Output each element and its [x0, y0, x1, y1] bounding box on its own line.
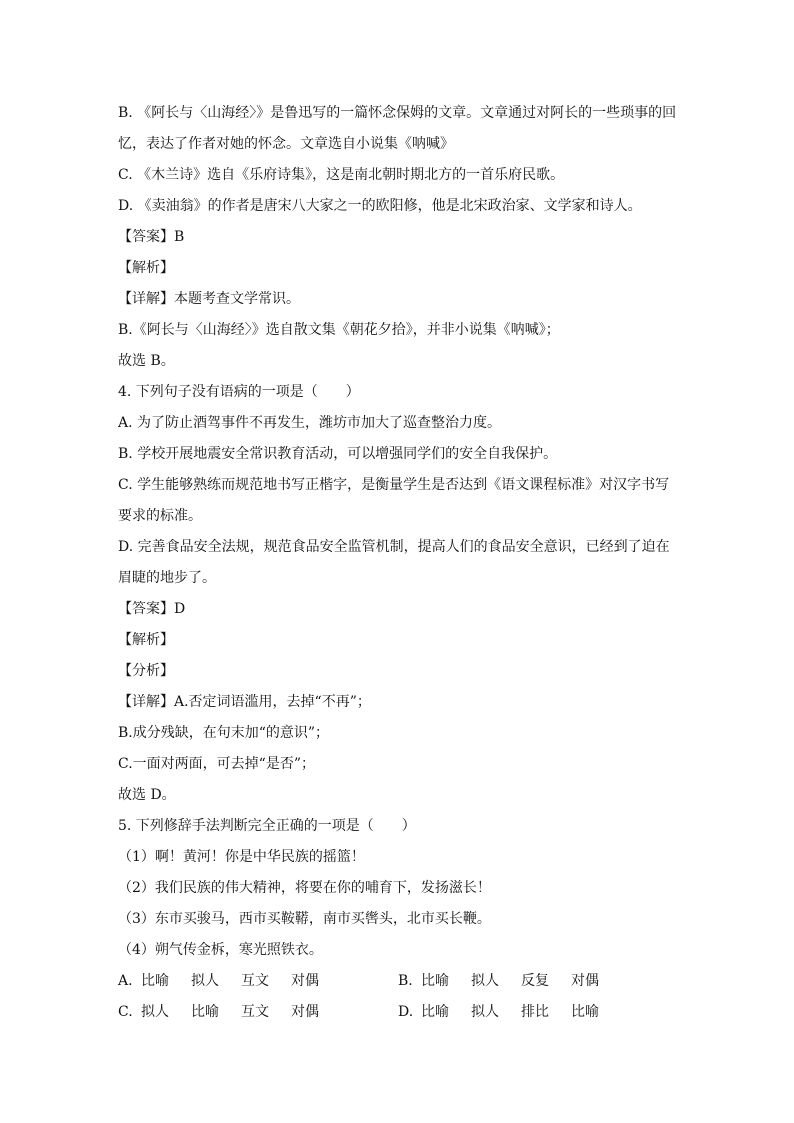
- option-term: 对偶: [291, 973, 319, 989]
- option-term: 比喻: [571, 1004, 599, 1020]
- option-term: 拟人: [471, 973, 499, 989]
- option-term: 比喻: [421, 973, 449, 989]
- q4-option-c-line2: 要求的标准。: [118, 508, 202, 524]
- q4-answer: 【答案】D: [118, 601, 186, 617]
- option-letter: C.: [118, 1004, 133, 1020]
- q4-conclusion: 故选 D。: [118, 787, 176, 803]
- q3-option-b-line1: B. 《阿长与〈山海经〉》是鲁迅写的一篇怀念保姆的文章。文章通过对阿长的一些琐事的回: [118, 105, 677, 121]
- document-page: [118, 98, 678, 1028]
- option-term: 互文: [241, 1004, 269, 1020]
- option-letter: B.: [398, 973, 413, 989]
- q5-option-a: [118, 966, 398, 997]
- q3-analysis-heading: 【解析】: [118, 260, 174, 276]
- option-term: 拟人: [191, 973, 219, 989]
- q3-option-c: C. 《木兰诗》选自《乐府诗集》，这是南北朝时期北方的一首乐府民歌。: [118, 167, 565, 183]
- q4-stem: 4. 下列句子没有语病的一项是（ ）: [118, 384, 360, 400]
- q4-option-c-line1: C. 学生能够熟练而规范地书写正楷字，是衡量学生是否达到《语文课程标准》对汉字书写: [118, 477, 670, 493]
- option-term: 比喻: [421, 1004, 449, 1020]
- option-term: 比喻: [141, 973, 169, 989]
- option-term: 拟人: [471, 1004, 499, 1020]
- q5-option-d: [398, 997, 678, 1028]
- q3-detail: 【详解】本题考查文学常识。: [118, 291, 300, 307]
- q5-item-2: （2）我们民族的伟大精神，将要在你的哺育下，发扬滋长！: [118, 880, 491, 896]
- q5-options-row-1: [118, 966, 678, 997]
- q5-option-b: [398, 966, 678, 997]
- option-letter: D.: [398, 1004, 414, 1020]
- q4-explain-b: B.成分残缺，在句末加“的意识”；: [118, 725, 330, 741]
- q4-option-a: A. 为了防止酒驾事件不再发生，潍坊市加大了巡查整治力度。: [118, 415, 502, 431]
- q5-stem: 5. 下列修辞手法判断完全正确的一项是（ ）: [118, 818, 416, 834]
- q4-fenxi-heading: 【分析】: [118, 663, 174, 679]
- q4-option-d-line2: 眉睫的地步了。: [118, 570, 216, 586]
- option-term: 互文: [241, 973, 269, 989]
- q5-item-4: （4）朔气传金柝，寒光照铁衣。: [118, 942, 323, 958]
- q4-explain-c: C.一面对两面，可去掉“是否”；: [118, 756, 315, 772]
- q5-options-row-2: [118, 997, 678, 1028]
- q3-conclusion: 故选 B。: [118, 353, 175, 369]
- q4-detail: 【详解】A.否定词语滥用，去掉“不再”；: [118, 694, 371, 710]
- q3-option-b-line2: 忆，表达了作者对她的怀念。文章选自小说集《呐喊》: [118, 136, 454, 152]
- q5-option-c: [118, 997, 398, 1028]
- q3-answer: 【答案】B: [118, 229, 185, 245]
- option-term: 对偶: [291, 1004, 319, 1020]
- option-term: 比喻: [191, 1004, 219, 1020]
- q4-option-b: B. 学校开展地震安全常识教育活动，可以增强同学们的安全自我保护。: [118, 446, 558, 462]
- q3-explain: B.《阿长与〈山海经〉》选自散文集《朝花夕拾》，并非小说集《呐喊》；: [118, 322, 560, 338]
- option-term: 拟人: [141, 1004, 169, 1020]
- q4-analysis-heading: 【解析】: [118, 632, 174, 648]
- q4-option-d-line1: D. 完善食品安全法规，规范食品安全监管机制，提高人们的食品安全意识，已经到了迫在: [118, 539, 670, 555]
- q3-option-d: D. 《卖油翁》的作者是唐宋八大家之一的欧阳修，他是北宋政治家、文学家和诗人。: [118, 198, 642, 214]
- q5-item-3: （3）东市买骏马，西市买鞍鞯，南市买辔头，北市买长鞭。: [118, 911, 491, 927]
- option-term: 对偶: [571, 973, 599, 989]
- q5-item-1: （1）啊！黄河！你是中华民族的摇篮！: [118, 849, 365, 865]
- option-term: 反复: [521, 973, 549, 989]
- option-letter: A.: [118, 973, 133, 989]
- option-term: 排比: [521, 1004, 549, 1020]
